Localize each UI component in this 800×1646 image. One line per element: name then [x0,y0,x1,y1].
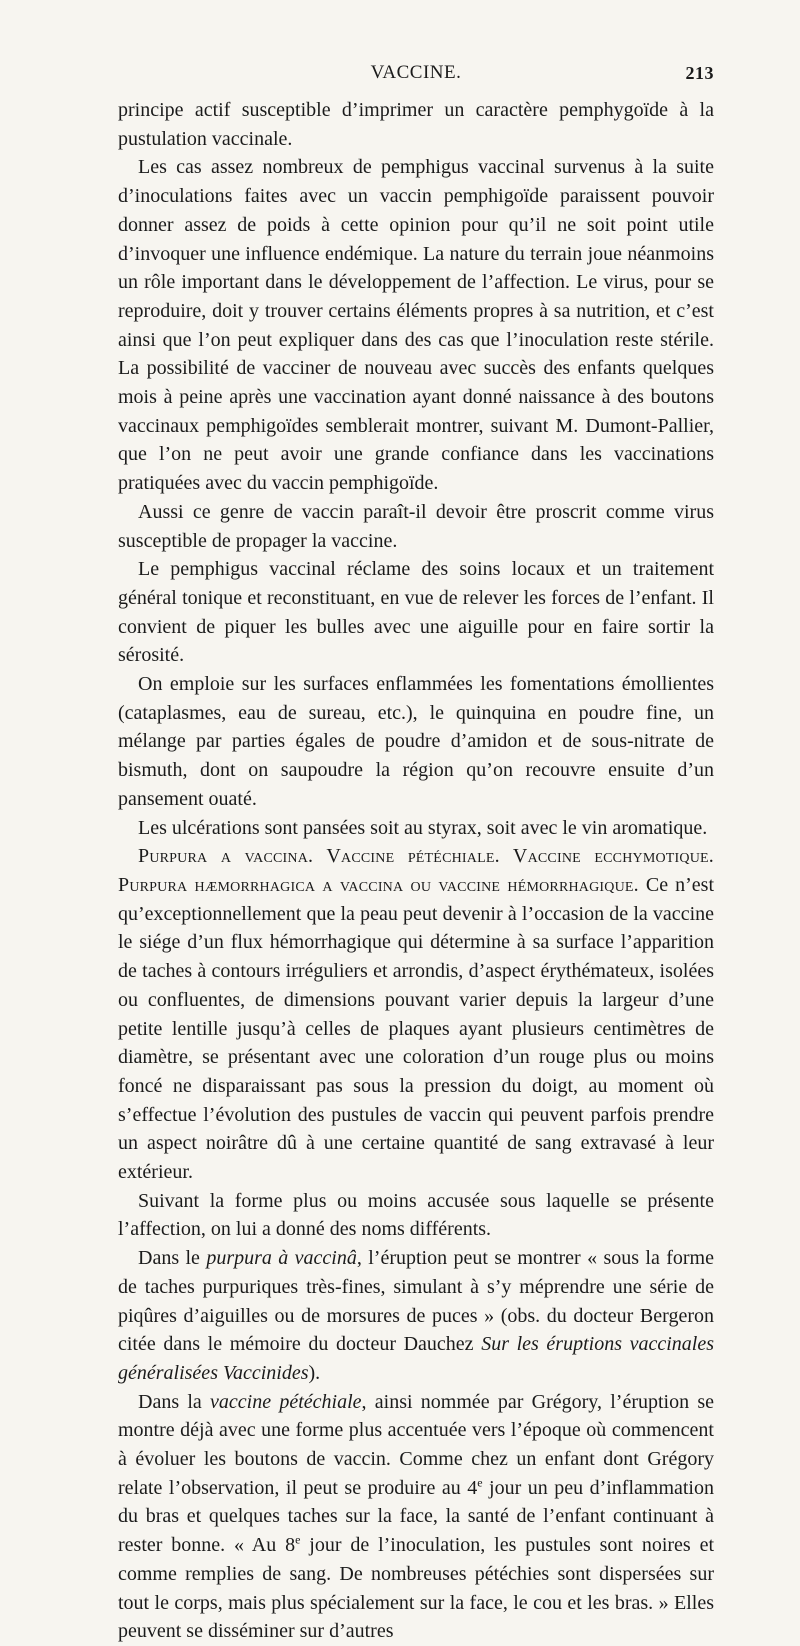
text-segment: jour de l’inoculation, les pustules sont noires et comme remplies de sang. De nombreuses pétéchies sont dispersées sur tout le corps, mais plus spécialement sur la face, le cou et les bras. » Elles peuvent se disséminer sur d’autres [118,1534,714,1643]
superscript-ordinal: e [295,1532,301,1547]
text-segment: jour un peu d’inflammation du bras et quelques taches sur la face, la santé de l’enfant continuant à rester bonne. « Au 8 [118,1476,714,1557]
text-segment: Dans la [138,1390,211,1413]
text-segment: , l’éruption peut se montrer « sous la forme de taches purpuriques très-fines, simulant à s’y méprendre une série de piqûres d’aiguilles ou de morsures de puces » (obs. du docteur Bergeron citée dans le mémoire du docteur Dauchez [118,1247,714,1356]
paragraph-fomentations: On emploie sur les surfaces enflammées les fomentations émollientes (cataplasmes, eau de sureau, etc.), le quinquina en poudre fine, un mélange par parties égales de poudre d’amidon et de sous-nitrate de bismuth, dont on saupoudre la région qu’on recouvre ensuite d’un pansement ouaté. [118,673,714,810]
text-segment: ). [308,1361,321,1384]
page-title: VACCINE. [370,62,462,83]
section-heading-purpura: Purpura a vaccina. Vaccine pétéchiale. Vaccine ecchymotique. Purpura hæmorrhagica a vaccina ou vaccine hémorrhagique. [118,845,714,896]
superscript-ordinal: e [477,1475,483,1490]
paragraph-treatment: Le pemphigus vaccinal réclame des soins locaux et un traitement général tonique et reconstituant, en vue de relever les forces de l’enfant. Il convient de piquer les bulles avec une aiguille pour en faire sortir la sérosité. [118,558,714,667]
paragraph-proscribed-vaccine: Aussi ce genre de vaccin paraît-il devoir être proscrit comme virus susceptible de propager la vaccine. [118,500,714,552]
page-number: 213 [685,63,714,83]
paragraph-continuation: principe actif susceptible d’imprimer un caractère pemphygoïde à la pustulation vaccinale. [118,99,714,150]
italic-citation-title: Sur les éruptions vaccinales généralisées Vaccinides [118,1333,715,1384]
running-head [118,60,714,94]
paragraph-names: Suivant la forme plus ou moins accusée sous laquelle se présente l’affection, on lui a donné des noms différents. [118,1189,714,1241]
paragraph-purpura-vaccina [118,1244,714,1388]
paragraph-ulcerations: Les ulcérations sont pansées soit au styrax, soit avec le vin aromatique. [138,816,708,839]
paragraph-purpura [118,842,714,1186]
text-segment: , ainsi nommée par Grégory, l’éruption se montre déjà avec une forme plus accentuée vers l’époque où commencent à évoluer les boutons de vaccin. Comme chez un enfant dont Grégory relate l’observation, il peut se produire au 4 [118,1390,714,1499]
paragraph-vaccine-petechiale [118,1388,714,1646]
paragraph-pemphigus-cases: Les cas assez nombreux de pemphigus vaccinal survenus à la suite d’inoculations faites avec un vaccin pemphigoïde paraissent pouvoir donner assez de poids à cette opinion pour qu’il ne soit point utile d’invoquer une influence endémique. La nature du terrain joue néanmoins un rôle important dans le développement de l’affection. Le virus, pour se reproduire, doit y trouver certains éléments propres à sa nutrition, et c’est ainsi que l’on peut expliquer dans des cas que l’inoculation reste stérile. La possibilité de vacciner de nouveau avec succès des enfants quelques mois à peine après une vaccination ayant donné naissance à des boutons vaccinaux pemphigoïdes semblerait montrer, suivant M. Dumont-Pallier, que l’on ne peut avoir une grande confiance dans les vaccinations pratiquées avec du vaccin pemphigoïde. [118,156,714,495]
purpura-description: Ce n’est qu’exceptionnellement que la peau peut devenir à l’occasion de la vaccine le siége d’un flux hémorrhagique qui détermine à sa surface l’apparition de taches à contours irréguliers et arrondis, d’aspect érythémateux, isolées ou confluentes, de dimensions pouvant varier depuis la largeur d’une petite lentille jusqu’à celles de plaques ayant plusieurs centimètres de diamètre, se présentant avec une coloration d’un rouge plus ou moins foncé ne disparaissant pas sous la pression du doigt, au moment où s’effectue l’évolution des pustules de vaccin qui peuvent parfois prendre un aspect noirâtre dû à une certaine quantité de sang extravasé à leur extérieur. [118,873,715,1184]
italic-term-purpura-vaccina: purpura à vaccinâ [206,1247,357,1270]
italic-term-vaccine-petechiale: vaccine pétéchiale [210,1390,362,1413]
page-body [118,96,714,1646]
text-segment: Dans le [138,1247,207,1270]
